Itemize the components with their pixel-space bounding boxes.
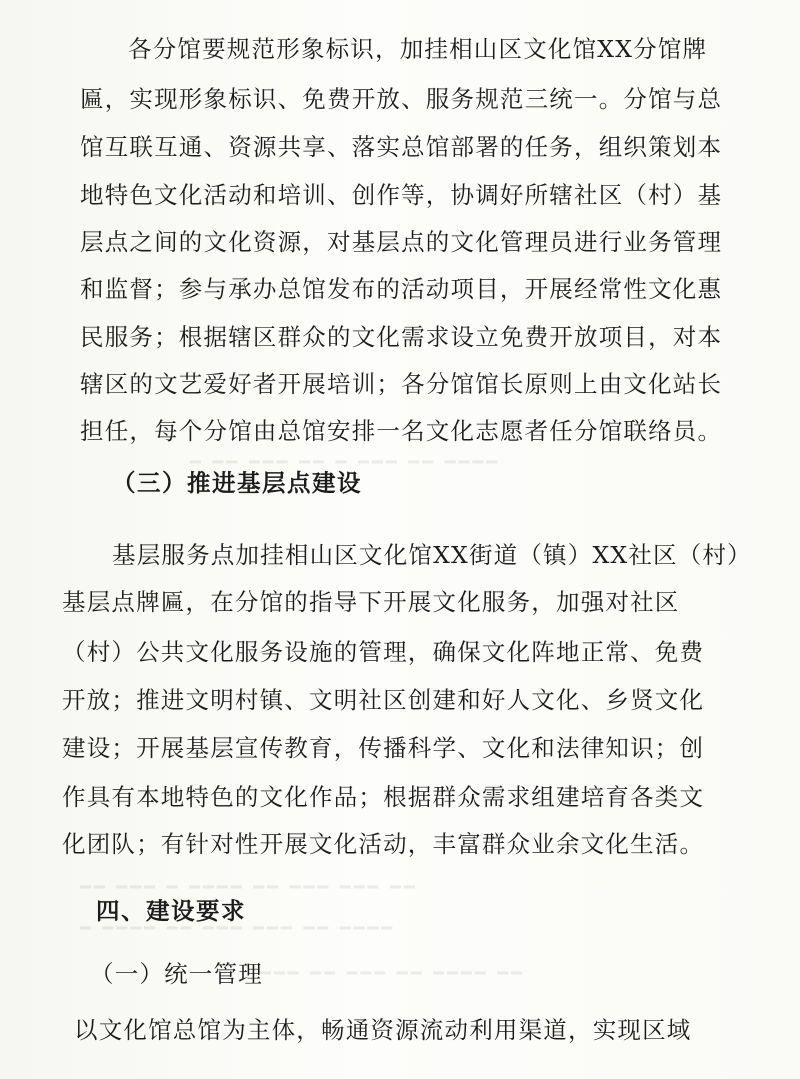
- show-through-texture: ━━ ━━━ ━ ━━━━ ━━ ━━━ ━━━ ━━: [80, 877, 418, 898]
- show-through-texture: ━━━ ━━ ━━━ ━━ ━━━━ ━━: [260, 963, 525, 984]
- paragraph-line: 开放；推进文明村镇、文明社区创建和好人文化、乡贤文化: [62, 686, 705, 714]
- paragraph-line: 作具有本地特色的文化作品；根据群众需求组建培育各类文: [62, 783, 705, 811]
- paragraph-line: 匾，实现形象标识、免费开放、服务规范三统一。分馆与总: [80, 85, 723, 113]
- paragraph-line: 地特色文化活动和培训、创作等，协调好所辖社区（村）基: [80, 181, 723, 209]
- show-through-texture: ━ ━━ ━━━ ━━ ━ ━━━ ━━ ━━━━: [190, 452, 501, 473]
- paragraph-line: 以文化馆总馆为主体，畅通资源流动利用渠道，实现区域: [74, 1016, 692, 1044]
- paragraph-line: 担任，每个分馆由总馆安排一名文化志愿者任分馆联络员。: [80, 417, 723, 445]
- paragraph-line: 层点之间的文化资源，对基层点的文化管理员进行业务管理: [80, 228, 723, 256]
- paragraph-line: 基层点牌匾，在分馆的指导下开展文化服务，加强对社区: [62, 588, 680, 616]
- paragraph-line: 基层服务点加挂相山区文化馆XX街道（镇）XX社区（村）: [112, 541, 752, 569]
- paragraph-line: 辖区的文艺爱好者开展培训；各分馆馆长原则上由文化站长: [80, 370, 723, 398]
- paragraph-line: 民服务；根据辖区群众的文化需求设立免费开放项目，对本: [80, 323, 723, 351]
- paragraph-line: 化团队；有针对性开展文化活动，丰富群众业余文化生活。: [62, 830, 705, 858]
- paragraph-line: 建设；开展基层宣传教育，传播科学、文化和法律知识；创: [62, 734, 705, 762]
- paragraph-line: 馆互联互通、资源共享、落实总馆部署的任务，组织策划本: [80, 133, 723, 161]
- show-through-texture: ━ ━━━━ ━━ ━━━ ━━━ ━━ ━━━━: [80, 918, 396, 939]
- paragraph-line: 和监督；参与承办总馆发布的活动项目，开展经常性文化惠: [80, 275, 723, 303]
- subsection-heading: （一）统一管理: [90, 960, 263, 988]
- section-heading: （三）推进基层点建设: [112, 469, 362, 497]
- paragraph-line: （村）公共文化服务设施的管理，确保文化阵地正常、免费: [62, 638, 705, 666]
- section-heading: 四、建设要求: [96, 897, 246, 925]
- paragraph-line: 各分馆要规范形象标识，加挂相山区文化馆XX分馆牌: [128, 35, 708, 63]
